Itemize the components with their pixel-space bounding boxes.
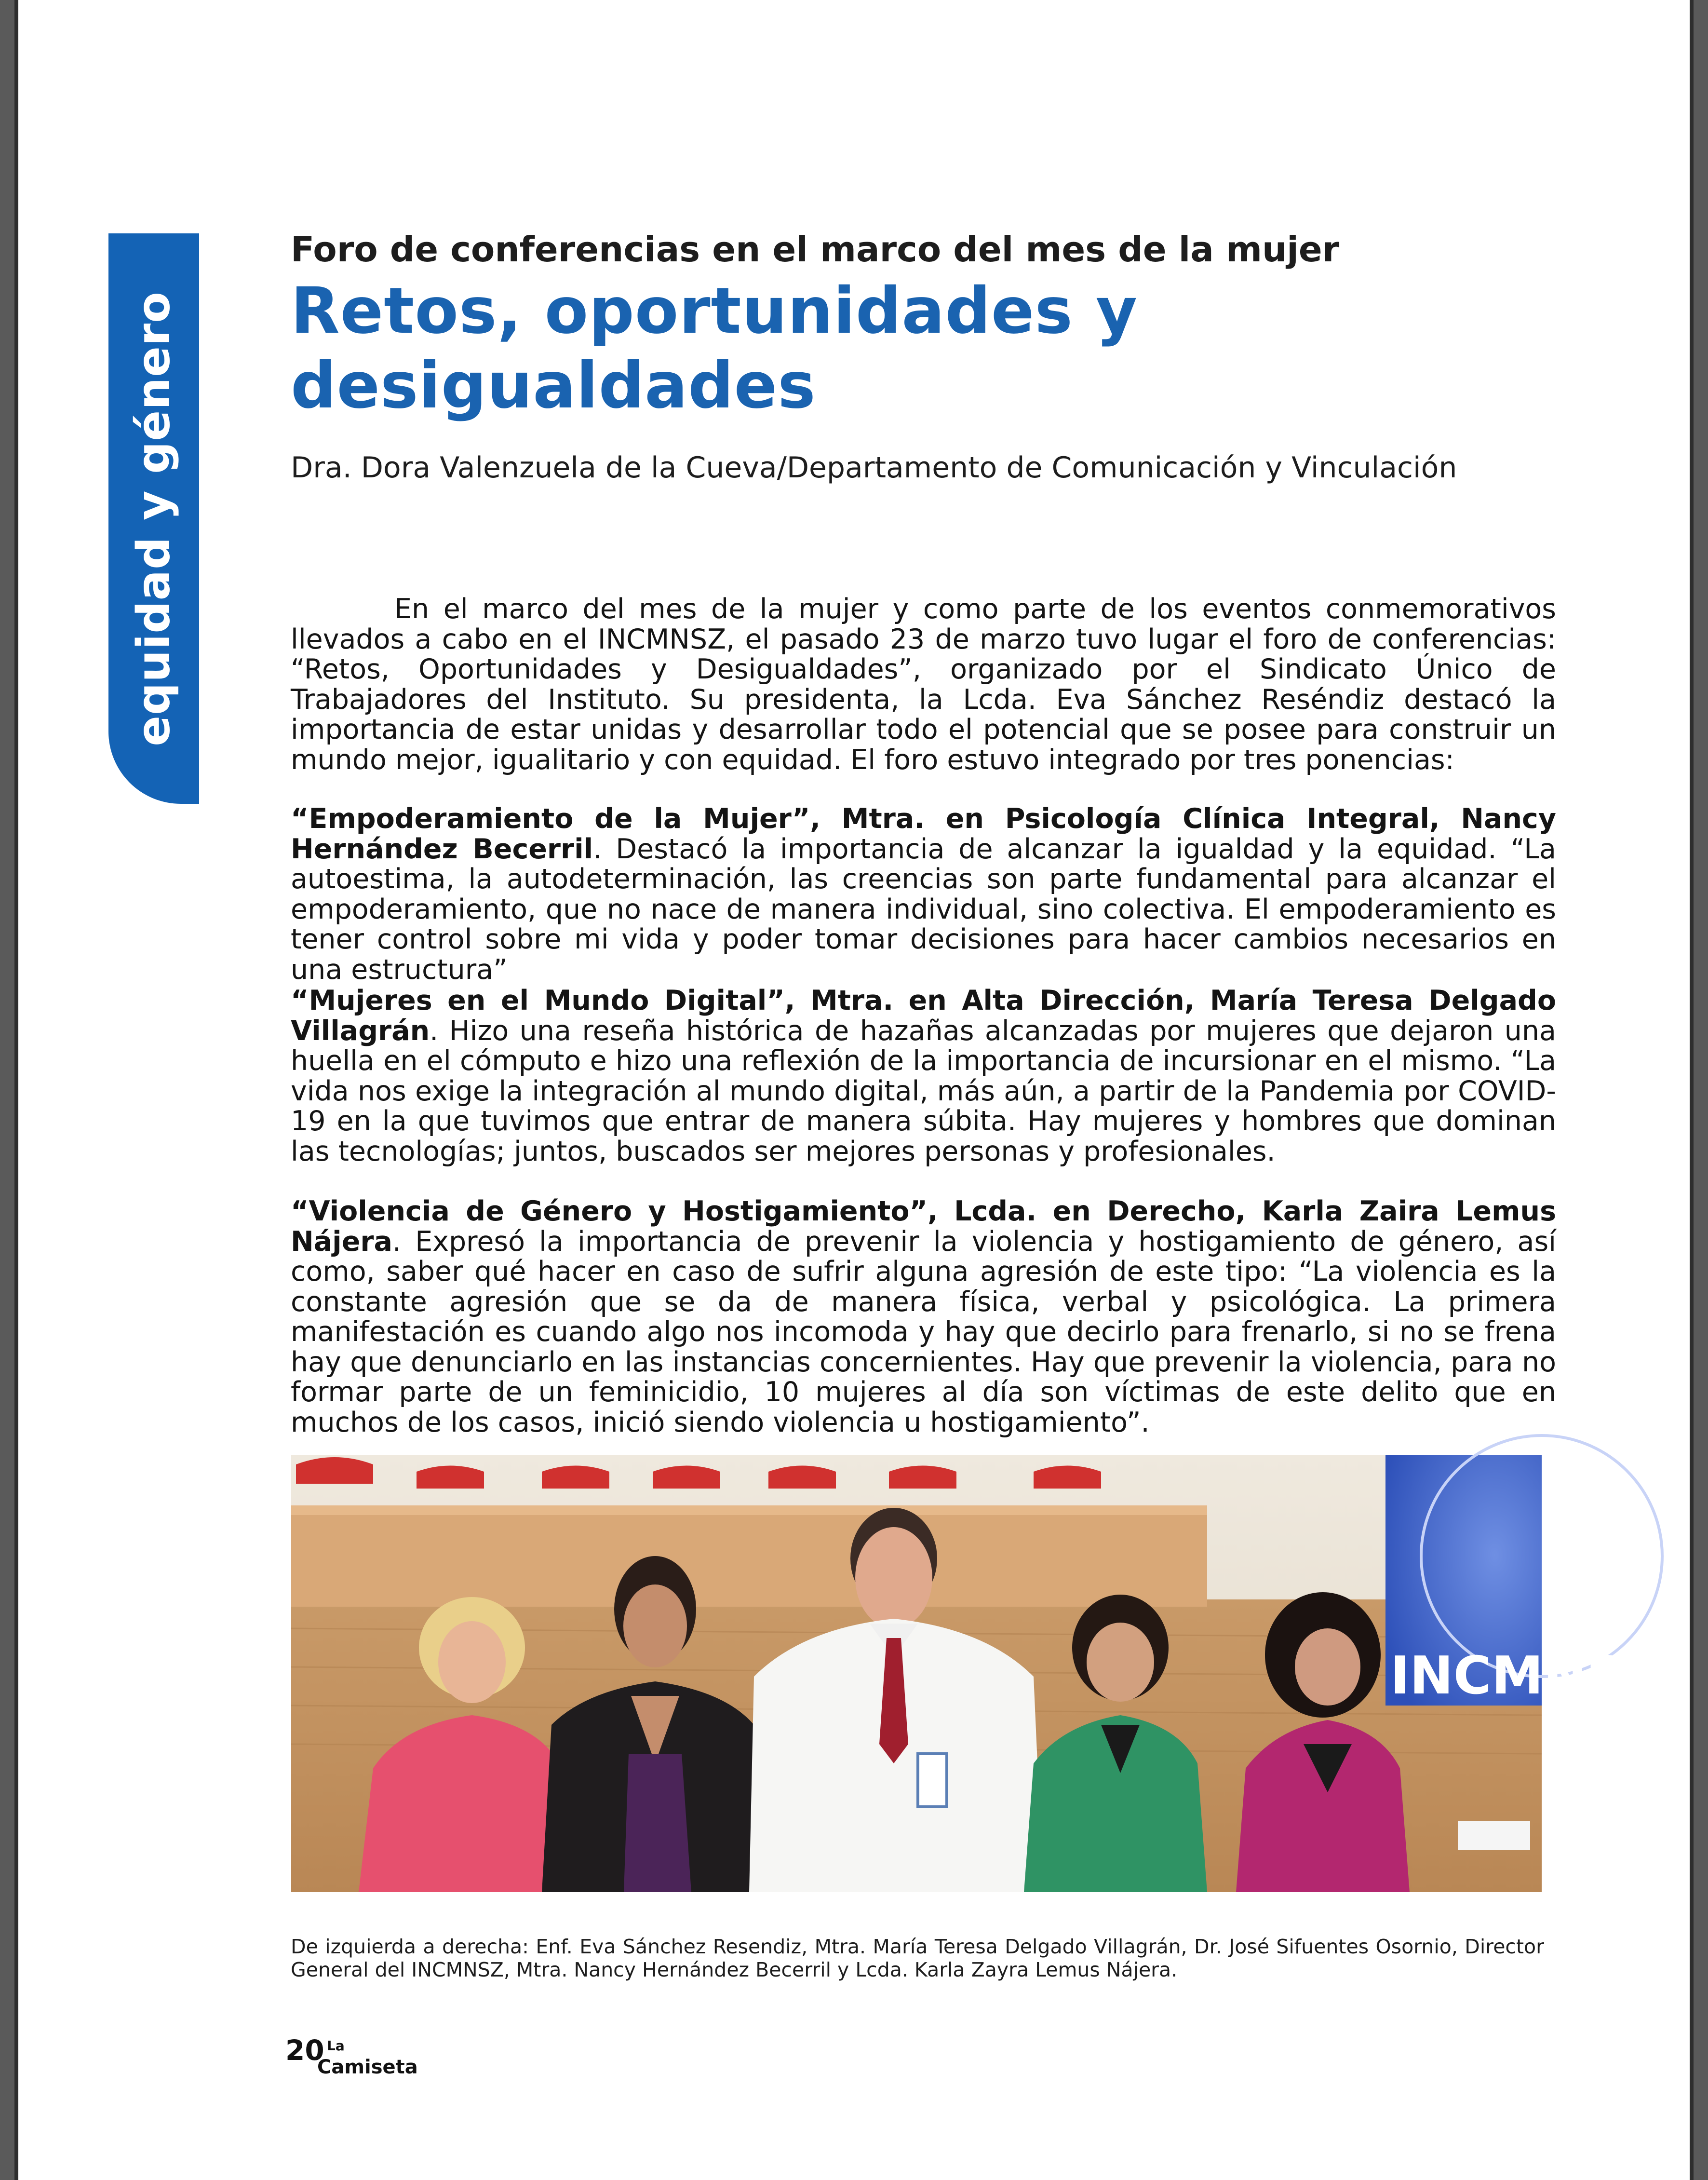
magazine-name-prefix: La (327, 2038, 345, 2054)
group-photo (291, 1455, 1662, 1892)
talk-heading: “Empoderamiento de la Mujer”, Mtra. en Psicología Clínica Integral, Nancy Hernández Becerril (291, 803, 1556, 865)
group-photo-illustration (291, 1455, 1662, 1892)
article-byline: Dra. Dora Valenzuela de la Cueva/Departamento de Comunicación y Vinculación (291, 451, 1457, 485)
page-number: 20 (285, 2034, 324, 2067)
talk-text: . Destacó la importancia de alcanzar la igualdad y la equidad. “La autoestima, la autodeterminación, las creencias son parte fundamental para alcanzar el empoderamiento, que no nace de manera individual, sino colectiva. El empoderamiento es tener control sobre mi vida y poder tomar decisiones para hacer cambios necesarios en una estructura” (291, 833, 1556, 986)
talk-paragraph-3 (291, 1196, 1556, 1437)
talk-paragraph-1 (291, 804, 1556, 985)
talk-text: . Hizo una reseña histórica de hazañas alcanzadas por mujeres que dejaron una huella en el cómputo e hizo una reflexión de la importancia de incursionar en el mismo. “La vida nos exige la integración al mundo digital, más aún, a partir de la Pandemia por COVID-19 en la que tuvimos que entrar de manera súbita. Hay mujeres y hombres que dominan las tecnologías; juntos, buscados ser mejores personas y profesionales. (291, 1015, 1556, 1167)
talk-heading: “Violencia de Género y Hostigamiento”, Lcda. en Derecho, Karla Zaira Lemus Nájera (291, 1195, 1556, 1258)
headline-line-2: desigualdades (291, 349, 816, 423)
headline-line-1: Retos, oportunidades y (291, 274, 1138, 348)
intro-paragraph (291, 594, 1556, 775)
section-tab (108, 233, 199, 804)
photo-caption: De izquierda a derecha: Enf. Eva Sánchez Resendiz, Mtra. María Teresa Delgado Villagrán, Dr. José Sifuentes Osornio, Director General del INCMNSZ, Mtra. Nancy Hernández Becerril y Lcda. Karla Zayra Lemus Nájera. (291, 1935, 1544, 1981)
talk-heading: “Mujeres en el Mundo Digital”, Mtra. en Alta Dirección, María Teresa Delgado Villagrán (291, 985, 1556, 1047)
intro-text: En el marco del mes de la mujer y como parte de los eventos conmemorativos llevados a cabo en el INCMNSZ, el pasado 23 de marzo tuvo lugar el foro de conferencias: “Retos, Oportunidades y Desigualdades”, organizado por el Sindicato Único de Trabajadores del Instituto. Su presidenta, la Lcda. Eva Sánchez Reséndiz destacó la importancia de estar unidas y desarrollar todo el potencial que se posee para construir un mundo mejor, igualitario y con equidad. El foro estuvo integrado por tres ponencias: (291, 593, 1556, 776)
screen-banner-text: INCMNSZ (1390, 1646, 1662, 1706)
section-tab-label: equidad y género (127, 291, 180, 746)
talk-paragraph-2 (291, 986, 1556, 1166)
magazine-name: Camiseta (317, 2056, 418, 2078)
article-kicker: Foro de conferencias en el marco del mes de la mujer (291, 229, 1340, 270)
magazine-page (14, 0, 1694, 2180)
article-headline (291, 274, 1448, 423)
talk-text: . Expresó la importancia de prevenir la violencia y hostigamiento de género, así como, saber qué hacer en caso de sufrir alguna agresión de este tipo: “La violencia es la constante agresión que se da de manera física, verbal y psicológica. La primera manifestación es cuando algo nos incomoda y hay que decirlo para frenarlo, si no se frena hay que denunciarlo en las instancias concernientes. Hay que prevenir la violencia, para no formar parte de un feminicidio, 10 mujeres al día son víctimas de este delito que en muchos de los casos, inició siendo violencia u hostigamiento”. (291, 1225, 1556, 1438)
